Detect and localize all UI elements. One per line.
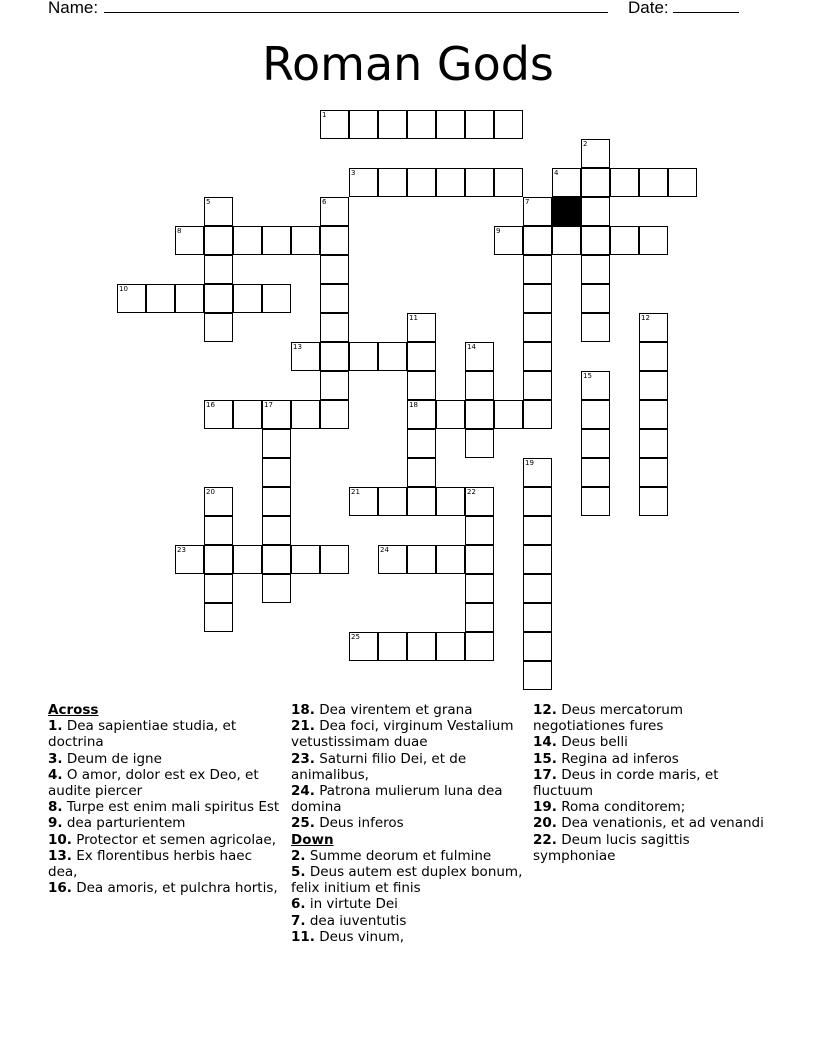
grid-cell[interactable] <box>523 255 552 284</box>
clue-number: 5 <box>206 198 211 206</box>
grid-cell[interactable] <box>204 226 233 255</box>
grid-cell[interactable] <box>581 284 610 313</box>
grid-cell[interactable] <box>204 255 233 284</box>
grid-cell[interactable] <box>581 139 610 168</box>
clue-text: Ex florentibus herbis haec dea, <box>48 847 253 881</box>
clue <box>291 848 523 864</box>
clue-number: 6 <box>322 198 327 206</box>
clue-number: 11 <box>409 314 418 322</box>
grid-cell[interactable] <box>320 197 349 226</box>
clues-column-2 <box>291 702 523 945</box>
grid-cell[interactable] <box>117 284 146 313</box>
grid-cell[interactable] <box>204 545 233 574</box>
clue <box>48 751 280 767</box>
grid-cell[interactable] <box>523 516 552 545</box>
grid-cell[interactable] <box>639 342 668 371</box>
clue <box>48 718 280 750</box>
grid-cell[interactable] <box>581 371 610 400</box>
clue-number: 25 <box>351 633 360 641</box>
clue-text: Deum de igne <box>62 750 162 767</box>
grid-cell[interactable] <box>378 110 407 139</box>
down-heading: Down <box>291 831 334 848</box>
grid-cell[interactable] <box>581 487 610 516</box>
grid-cell[interactable] <box>175 284 204 313</box>
grid-cell[interactable] <box>378 545 407 574</box>
across-clue-list <box>48 718 280 896</box>
grid-cell[interactable] <box>291 545 320 574</box>
grid-cell[interactable] <box>349 110 378 139</box>
clue-text: Deus mercatorum negotiationes fures <box>533 702 684 735</box>
grid-cell[interactable] <box>639 400 668 429</box>
grid-cell[interactable] <box>378 168 407 197</box>
grid-cell[interactable] <box>552 226 581 255</box>
grid-cell[interactable] <box>610 168 639 197</box>
clue <box>533 767 765 799</box>
grid-cell[interactable] <box>581 255 610 284</box>
grid-cell[interactable] <box>523 574 552 603</box>
clue-number-label: 6. <box>291 896 306 913</box>
clue-text: Deus belli <box>556 734 628 751</box>
grid-cell[interactable] <box>523 603 552 632</box>
clue-number-label: 20. <box>533 815 557 832</box>
clue <box>48 815 280 831</box>
grid-cell[interactable] <box>407 168 436 197</box>
grid-cell[interactable] <box>581 458 610 487</box>
clue-text: in virtute Dei <box>305 896 398 913</box>
clue-number-label: 22. <box>533 831 557 848</box>
grid-cell[interactable] <box>436 545 465 574</box>
clue-number-label: 8. <box>48 799 63 816</box>
clue-text: dea iuventutis <box>305 912 407 929</box>
grid-cell[interactable] <box>436 110 465 139</box>
grid-cell[interactable] <box>233 400 262 429</box>
clue <box>533 799 765 815</box>
clue-number-label: 7. <box>291 912 306 929</box>
clue-text: Protector et semen agricolae, <box>71 831 277 848</box>
clue-number: 3 <box>351 169 356 177</box>
grid-cell[interactable] <box>494 110 523 139</box>
grid-cell[interactable] <box>320 284 349 313</box>
grid-cell[interactable] <box>639 313 668 342</box>
grid-cell[interactable] <box>204 284 233 313</box>
clue-number-label: 10. <box>48 831 72 848</box>
clue-number: 15 <box>583 372 592 380</box>
clue-text: Deus inferos <box>314 815 404 832</box>
grid-cell[interactable] <box>523 226 552 255</box>
grid-cell[interactable] <box>523 342 552 371</box>
grid-cell[interactable] <box>639 371 668 400</box>
grid-cell[interactable] <box>175 226 204 255</box>
grid-cell[interactable] <box>465 487 494 516</box>
grid-cell[interactable] <box>436 168 465 197</box>
clue-number: 23 <box>177 546 186 554</box>
clue-number: 8 <box>177 227 182 235</box>
grid-cell[interactable] <box>465 632 494 661</box>
grid-cell[interactable] <box>262 400 291 429</box>
grid-cell[interactable] <box>407 632 436 661</box>
grid-cell[interactable] <box>378 632 407 661</box>
clue-number: 7 <box>525 198 530 206</box>
grid-cell[interactable] <box>581 226 610 255</box>
grid-cell[interactable] <box>581 168 610 197</box>
clues-column-3 <box>533 702 765 864</box>
grid-cell[interactable] <box>523 371 552 400</box>
grid-cell[interactable] <box>204 313 233 342</box>
grid-cell[interactable] <box>320 255 349 284</box>
clue-text: Deus autem est duplex bonum, felix initium et finis <box>291 864 523 897</box>
grid-cell[interactable] <box>349 487 378 516</box>
clue-number: 20 <box>206 488 215 496</box>
grid-cell[interactable] <box>436 400 465 429</box>
grid-cell[interactable] <box>523 458 552 487</box>
grid-cell[interactable] <box>639 226 668 255</box>
grid-cell[interactable] <box>291 342 320 371</box>
clue <box>291 896 523 912</box>
grid-cell[interactable] <box>581 197 610 226</box>
grid-cell[interactable] <box>320 400 349 429</box>
clue-number-label: 21. <box>291 718 315 735</box>
clue-number: 16 <box>206 401 215 409</box>
grid-cell[interactable] <box>523 487 552 516</box>
grid-cell[interactable] <box>639 458 668 487</box>
grid-cell[interactable] <box>349 632 378 661</box>
grid-cell[interactable] <box>407 400 436 429</box>
clue <box>291 718 523 750</box>
grid-cell[interactable] <box>320 110 349 139</box>
grid-cell[interactable] <box>233 545 262 574</box>
grid-cell[interactable] <box>407 313 436 342</box>
grid-cell[interactable] <box>639 487 668 516</box>
grid-cell[interactable] <box>262 429 291 458</box>
grid-cell[interactable] <box>436 487 465 516</box>
grid-cell[interactable] <box>291 226 320 255</box>
clue-number-label: 18. <box>291 702 315 718</box>
grid-cell[interactable] <box>610 226 639 255</box>
clue-number-label: 12. <box>533 702 557 718</box>
grid-cell[interactable] <box>552 168 581 197</box>
clue-text: O amor, dolor est ex Deo, et audite piercer <box>48 766 259 800</box>
grid-cell-black <box>552 197 581 226</box>
across-heading: Across <box>48 702 99 718</box>
grid-cell[interactable] <box>204 516 233 545</box>
clue-number: 14 <box>467 343 476 351</box>
clue <box>533 702 765 734</box>
page-title: Roman Gods <box>262 37 554 91</box>
clue-number: 13 <box>293 343 302 351</box>
grid-cell[interactable] <box>204 603 233 632</box>
clue-text: Patrona mulierum luna dea domina <box>291 783 503 816</box>
clue-number-label: 23. <box>291 750 315 767</box>
clue-number: 24 <box>380 546 389 554</box>
grid-cell[interactable] <box>436 632 465 661</box>
grid-cell[interactable] <box>523 545 552 574</box>
clue-number: 21 <box>351 488 360 496</box>
clue <box>48 880 280 896</box>
down-clue-list <box>291 848 523 945</box>
clue-text: Dea foci, virginum Vestalium vetustissimam duae <box>291 718 514 751</box>
grid-cell[interactable] <box>465 168 494 197</box>
clue-text: dea parturientem <box>62 815 186 832</box>
clue-number: 12 <box>641 314 650 322</box>
clue-number-label: 16. <box>48 880 72 897</box>
grid-cell[interactable] <box>465 545 494 574</box>
grid-cell[interactable] <box>204 574 233 603</box>
grid-cell[interactable] <box>523 400 552 429</box>
clue-text: Deus vinum, <box>314 928 405 945</box>
grid-cell[interactable] <box>320 313 349 342</box>
grid-cell[interactable] <box>320 371 349 400</box>
clue-text: Turpe est enim mali spiritus Est <box>62 799 280 816</box>
clue-number-label: 11. <box>291 928 315 945</box>
grid-cell[interactable] <box>639 429 668 458</box>
grid-cell[interactable] <box>465 516 494 545</box>
grid-cell[interactable] <box>581 313 610 342</box>
grid-cell[interactable] <box>262 487 291 516</box>
clue <box>291 913 523 929</box>
clue <box>291 815 523 831</box>
grid-cell[interactable] <box>407 458 436 487</box>
clue-number-label: 13. <box>48 847 72 864</box>
grid-cell[interactable] <box>204 197 233 226</box>
clue-number: 19 <box>525 459 534 467</box>
clue-number: 17 <box>264 401 273 409</box>
grid-cell[interactable] <box>233 284 262 313</box>
clue-number: 9 <box>496 227 501 235</box>
grid-cell[interactable] <box>639 168 668 197</box>
grid-cell[interactable] <box>262 545 291 574</box>
clue-number-label: 9. <box>48 815 63 832</box>
clue-number-label: 3. <box>48 750 63 767</box>
clue <box>291 864 523 896</box>
clue-text: Dea amoris, et pulchra hortis, <box>71 880 278 897</box>
grid-cell[interactable] <box>523 632 552 661</box>
grid-cell[interactable] <box>465 574 494 603</box>
grid-cell[interactable] <box>523 197 552 226</box>
clue-number-label: 19. <box>533 799 557 816</box>
grid-cell[interactable] <box>175 545 204 574</box>
clue-number: 1 <box>322 111 327 119</box>
grid-cell[interactable] <box>407 110 436 139</box>
grid-cell[interactable] <box>146 284 175 313</box>
across-clue-list-continued <box>291 702 523 832</box>
grid-cell[interactable] <box>262 226 291 255</box>
grid-cell[interactable] <box>262 458 291 487</box>
clue-number-label: 4. <box>48 766 63 783</box>
clue <box>48 832 280 848</box>
grid-cell[interactable] <box>465 371 494 400</box>
grid-cell[interactable] <box>407 371 436 400</box>
clue-number-label: 5. <box>291 864 306 881</box>
grid-cell[interactable] <box>494 400 523 429</box>
clue-text: Deum lucis sagittis symphoniae <box>533 831 690 864</box>
clue-number-label: 25. <box>291 815 315 832</box>
clue <box>291 702 523 718</box>
grid-cell[interactable] <box>581 400 610 429</box>
clue-text: Deus in corde maris, et fluctuum <box>533 766 719 800</box>
clues-column-1 <box>48 702 280 896</box>
clue-number: 2 <box>583 140 588 148</box>
grid-cell[interactable] <box>349 342 378 371</box>
grid-cell[interactable] <box>668 168 697 197</box>
clue-number: 18 <box>409 401 418 409</box>
grid-cell[interactable] <box>262 516 291 545</box>
name-label: Name: <box>48 0 99 17</box>
clue <box>291 751 523 783</box>
grid-cell[interactable] <box>465 400 494 429</box>
down-clue-list-continued <box>533 702 765 864</box>
clue-text: Summe deorum et fulmine <box>305 847 492 864</box>
grid-cell[interactable] <box>204 487 233 516</box>
grid-cell[interactable] <box>523 313 552 342</box>
grid-cell[interactable] <box>407 342 436 371</box>
clue-number-label: 15. <box>533 750 557 767</box>
grid-cell[interactable] <box>349 168 378 197</box>
grid-cell[interactable] <box>407 487 436 516</box>
grid-cell[interactable] <box>233 226 262 255</box>
clue-text: Dea virentem et grana <box>314 702 473 718</box>
grid-cell[interactable] <box>320 342 349 371</box>
clue-text: Dea venationis, et ad venandi <box>556 815 764 832</box>
clue-number-label: 1. <box>48 718 63 735</box>
grid-cell[interactable] <box>291 400 320 429</box>
clue-text: Roma conditorem; <box>556 799 686 816</box>
grid-cell[interactable] <box>378 342 407 371</box>
grid-cell[interactable] <box>407 429 436 458</box>
clue-number-label: 24. <box>291 783 315 800</box>
grid-cell[interactable] <box>320 226 349 255</box>
clue-number: 4 <box>554 169 559 177</box>
clue-text: Regina ad inferos <box>556 750 679 767</box>
clue <box>533 832 765 864</box>
grid-cell[interactable] <box>494 168 523 197</box>
clue-number: 22 <box>467 488 476 496</box>
grid-cell[interactable] <box>262 574 291 603</box>
clue-number: 10 <box>119 285 128 293</box>
clue <box>291 783 523 815</box>
grid-cell[interactable] <box>407 545 436 574</box>
clue-text: Dea sapientiae studia, et doctrina <box>48 718 237 751</box>
grid-cell[interactable] <box>523 661 552 690</box>
clue-text: Saturni filio Dei, et de animalibus, <box>291 750 467 783</box>
clue <box>291 929 523 945</box>
clue-number-label: 2. <box>291 847 306 864</box>
grid-cell[interactable] <box>465 603 494 632</box>
grid-cell[interactable] <box>262 284 291 313</box>
grid-cell[interactable] <box>204 400 233 429</box>
clue <box>48 767 280 799</box>
clue <box>533 734 765 750</box>
clue <box>533 815 765 831</box>
grid-cell[interactable] <box>378 487 407 516</box>
clue-number-label: 14. <box>533 734 557 751</box>
clue <box>533 751 765 767</box>
grid-cell[interactable] <box>523 284 552 313</box>
grid-cell[interactable] <box>465 429 494 458</box>
grid-cell[interactable] <box>581 429 610 458</box>
clue <box>48 799 280 815</box>
grid-cell[interactable] <box>494 226 523 255</box>
clue <box>48 848 280 880</box>
date-label: Date: <box>628 0 669 17</box>
grid-cell[interactable] <box>320 545 349 574</box>
clue-number-label: 17. <box>533 766 557 783</box>
grid-cell[interactable] <box>465 342 494 371</box>
grid-cell[interactable] <box>465 110 494 139</box>
